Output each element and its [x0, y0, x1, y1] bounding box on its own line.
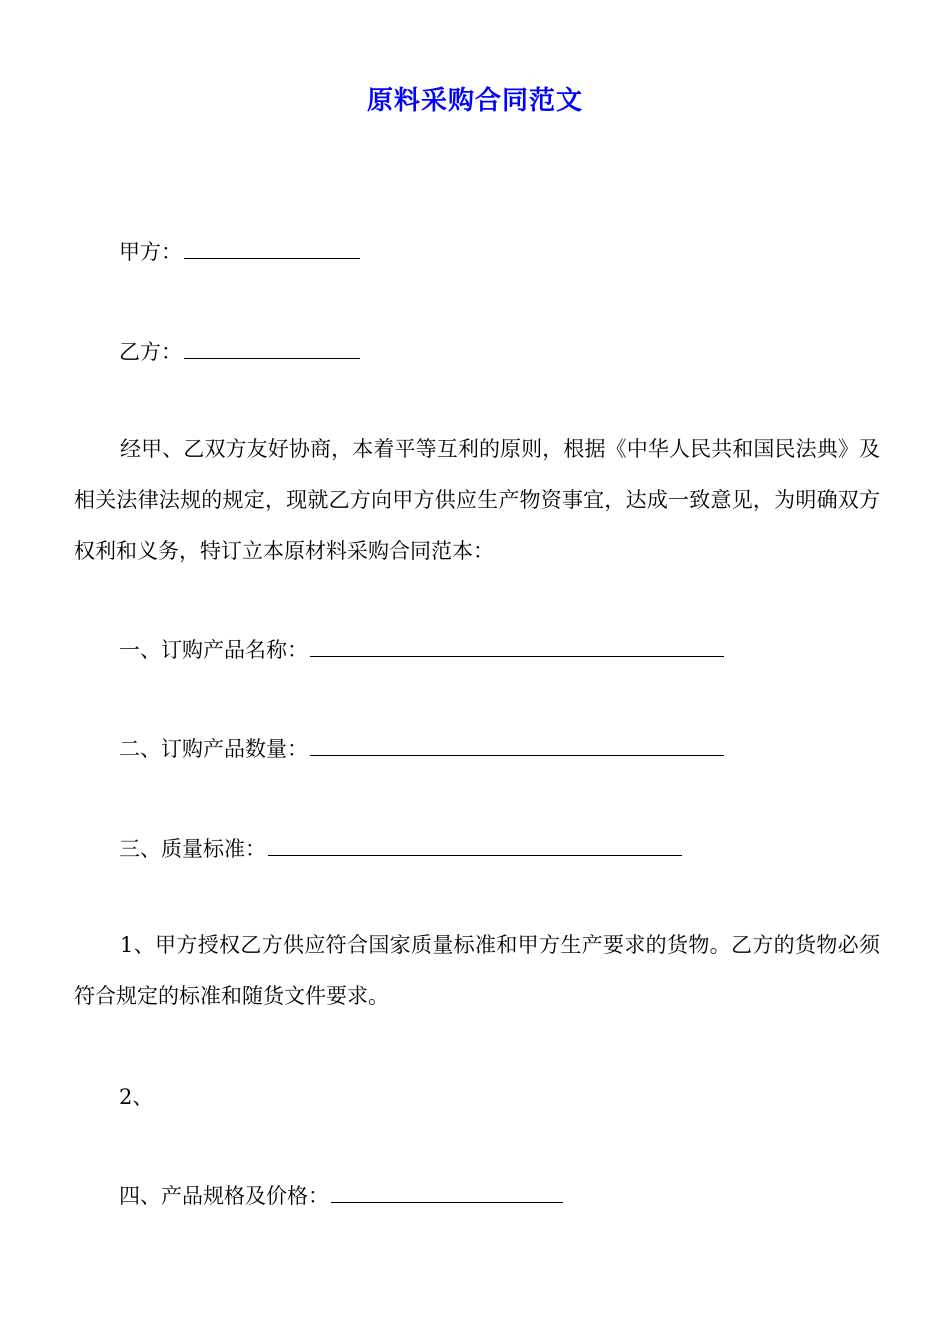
item-1-blank — [310, 638, 724, 657]
clause-3-1: 1、甲方授权乙方供应符合国家质量标准和甲方生产要求的货物。乙方的货物必须符合规定的标准和随货文件要求。 — [74, 933, 880, 1008]
item-2-line — [119, 735, 724, 763]
party-a-label: 甲方： — [119, 240, 182, 264]
item-3-line — [119, 835, 682, 863]
item-2-blank — [310, 737, 724, 756]
item-4-line — [119, 1182, 563, 1210]
item-1-line — [119, 636, 724, 664]
item-3-label: 三、质量标准： — [119, 837, 266, 861]
item-4-blank — [331, 1184, 563, 1203]
party-b-label: 乙方： — [119, 340, 182, 364]
document-title: 原料采购合同范文 — [366, 86, 583, 116]
party-a-blank — [184, 240, 360, 259]
intro-paragraph: 经甲、乙双方友好协商，本着平等互利的原则，根据《中华人民共和国民法典》及相关法律法规的规定，现就乙方向甲方供应生产物资事宜，达成一致意见，为明确双方权利和义务，特订立本原材料采购合同范本： — [74, 437, 880, 563]
clause-3-2: 2、 — [119, 1085, 154, 1109]
party-a-line — [119, 238, 360, 266]
party-b-line — [119, 338, 360, 366]
item-1-label: 一、订购产品名称： — [119, 638, 308, 662]
item-3-blank — [268, 837, 682, 856]
item-4-label: 四、产品规格及价格： — [119, 1184, 329, 1208]
party-b-blank — [184, 340, 360, 359]
item-2-label: 二、订购产品数量： — [119, 737, 308, 761]
